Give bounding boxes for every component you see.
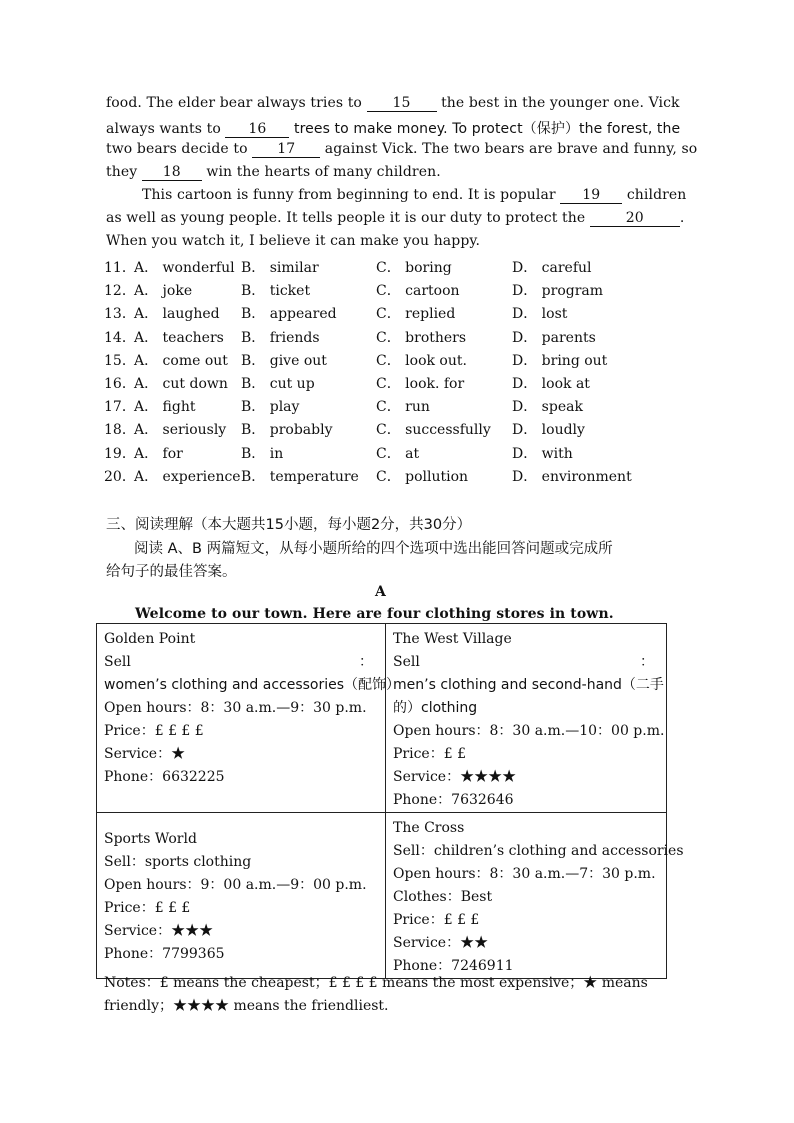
option-a: A． experience — [134, 468, 241, 485]
store-sell: Sell：children’s clothing and accessories — [393, 843, 684, 859]
option-d: D． parents — [512, 329, 596, 346]
passage-text: against Vick. The two bears are brave and funny, so — [324, 141, 698, 157]
store-service: Service：★★★★ — [393, 769, 517, 785]
option-c: C． look out. — [376, 352, 467, 369]
passage-text: two bears decide to — [106, 141, 248, 157]
option-number: 20． — [104, 468, 136, 485]
passage-intro: Welcome to our town. Here are four clothing stores in town. — [135, 606, 614, 622]
store-golden-point — [97, 624, 401, 813]
option-c: C． look. for — [376, 376, 465, 392]
option-c: C． successfully — [376, 422, 491, 439]
option-d: D． loudly — [512, 422, 585, 439]
store-sell: Sell：sports clothing — [104, 854, 252, 870]
instructions-line-1: 阅读 A、B 两篇短文，从每小题所给的四个选项中选出能回答问题或完成所 — [134, 541, 613, 557]
option-c: C． cartoon — [376, 283, 460, 300]
option-b: B． friends — [241, 329, 320, 346]
option-d: D． look at — [512, 376, 590, 392]
option-a: A． seriously — [134, 422, 227, 439]
blank-15: 15 — [367, 96, 437, 112]
option-b: B． play — [241, 399, 300, 416]
option-d: D． program — [512, 283, 604, 300]
option-a: A． joke — [134, 283, 193, 300]
notes: Notes：£ means the cheapest；£ £ £ £ means the most expensive；★ means friendly；★★★★ means the friendliest. — [104, 975, 648, 1014]
passage-text: children — [626, 187, 687, 203]
option-c: C． boring — [376, 260, 452, 276]
option-number: 13． — [104, 306, 136, 323]
passage-text: When you watch it, I believe it can make you happy. — [106, 233, 481, 249]
store-phone: Phone：6632225 — [104, 769, 225, 785]
passage-text: This cartoon is funny from beginning to end. It is popular — [142, 187, 556, 203]
option-a: A． laughed — [134, 306, 220, 323]
store-service: Service：★★ — [393, 935, 489, 951]
store-price: Price：£ £ £ — [104, 900, 191, 916]
store-west-village — [386, 624, 667, 813]
passage-line-1 — [106, 95, 680, 112]
store-price: Price：£ £ — [393, 746, 466, 762]
option-number: 16． — [104, 376, 136, 392]
store-sell-value: men’s clothing and second-hand（二手 — [393, 677, 664, 693]
blank-16: 16 — [225, 122, 289, 138]
option-b: B． cut up — [241, 376, 315, 392]
store-name: Golden Point — [104, 631, 196, 647]
option-number: 15． — [104, 352, 136, 369]
passage-text: win the hearts of many children. — [206, 164, 441, 180]
store-name: Sports World — [104, 831, 197, 847]
passage-line-2 — [106, 118, 680, 138]
option-b: B． similar — [241, 260, 319, 276]
option-d: D． careful — [512, 260, 592, 276]
passage-text: always wants to — [106, 121, 221, 137]
passage-text: they — [106, 164, 138, 180]
store-name: The Cross — [393, 820, 465, 836]
option-b: B． give out — [241, 352, 327, 369]
option-c: C． replied — [376, 306, 456, 323]
blank-18: 18 — [142, 165, 202, 181]
option-number: 14． — [104, 329, 136, 346]
section-title: 三、阅读理解（本大题共15小题，每小题2分，共30分） — [106, 517, 472, 533]
store-hours: Open hours：9：00 a.m.—9：00 p.m. — [104, 877, 367, 893]
instructions-line-2: 给句子的最佳答案。 — [106, 564, 237, 580]
passage-line-6 — [106, 210, 684, 227]
passage-line-4 — [106, 164, 441, 181]
passage-line-7 — [106, 233, 480, 249]
option-number: 12． — [104, 283, 136, 300]
option-a: A． wonderful — [134, 260, 235, 276]
store-sell: Sell ： — [104, 654, 373, 670]
blank-19: 19 — [560, 188, 622, 204]
option-c: C． at — [376, 445, 420, 462]
option-d: D． lost — [512, 306, 568, 323]
store-phone: Phone：7632646 — [393, 792, 514, 808]
store-sell: Sell ： — [393, 654, 654, 670]
store-service: Service：★★★ — [104, 923, 214, 939]
store-name: The West Village — [393, 631, 512, 647]
store-hours: Open hours：8：30 a.m.—9：30 p.m. — [104, 700, 367, 716]
passage-text: food. The elder bear always tries to — [106, 95, 362, 111]
option-number: 19． — [104, 445, 136, 462]
option-c: C． brothers — [376, 329, 467, 346]
stores-table — [96, 623, 684, 979]
option-a: A． cut down — [134, 376, 228, 392]
option-number: 11． — [104, 260, 136, 276]
option-b: B． in — [241, 445, 284, 462]
option-c: C． pollution — [376, 468, 469, 485]
store-hours: Open hours：8：30 a.m.—10：00 p.m. — [393, 723, 665, 739]
option-c: C． run — [376, 399, 430, 416]
store-phone: Phone：7246911 — [393, 958, 514, 974]
store-phone: Phone：7799365 — [104, 946, 225, 962]
option-number: 18． — [104, 422, 136, 439]
passage-line-3 — [106, 141, 697, 158]
option-d: D． with — [512, 445, 573, 462]
passage-line-5 — [142, 187, 686, 204]
store-clothes: Clothes：Best — [393, 889, 493, 905]
option-d: D． speak — [512, 399, 583, 416]
option-a: A． for — [134, 445, 183, 462]
option-d: D． bring out — [512, 352, 608, 369]
store-sell-value: women’s clothing and accessories（配饰） — [104, 677, 401, 693]
passage-text: as well as young people. It tells people it is our duty to protect the — [106, 210, 586, 226]
store-price: Price：£ £ £ £ — [104, 723, 204, 739]
passage-text: . — [679, 210, 685, 226]
option-a: A． teachers — [134, 329, 224, 346]
option-b: B． appeared — [241, 306, 337, 323]
blank-20: 20 — [590, 211, 680, 227]
option-a: A． come out — [134, 352, 228, 369]
store-price: Price：£ £ £ — [393, 912, 480, 928]
passage-label: A — [375, 584, 386, 600]
option-b: B． probably — [241, 422, 333, 439]
store-service: Service：★ — [104, 746, 186, 762]
blank-17: 17 — [252, 142, 320, 158]
passage-text: the best in the younger one. Vick — [441, 95, 680, 111]
store-hours: Open hours：8：30 a.m.—7：30 p.m. — [393, 866, 656, 882]
store-sports-world — [97, 813, 386, 979]
option-number: 17． — [104, 399, 136, 416]
store-the-cross — [386, 813, 684, 979]
option-b: B． ticket — [241, 283, 311, 300]
store-sell-value: 的）clothing — [393, 700, 478, 716]
option-a: A． fight — [134, 399, 196, 416]
option-d: D． environment — [512, 468, 632, 485]
passage-text: trees to make money. To protect（保护）the forest, the — [294, 121, 681, 137]
option-b: B． temperature — [241, 468, 359, 485]
